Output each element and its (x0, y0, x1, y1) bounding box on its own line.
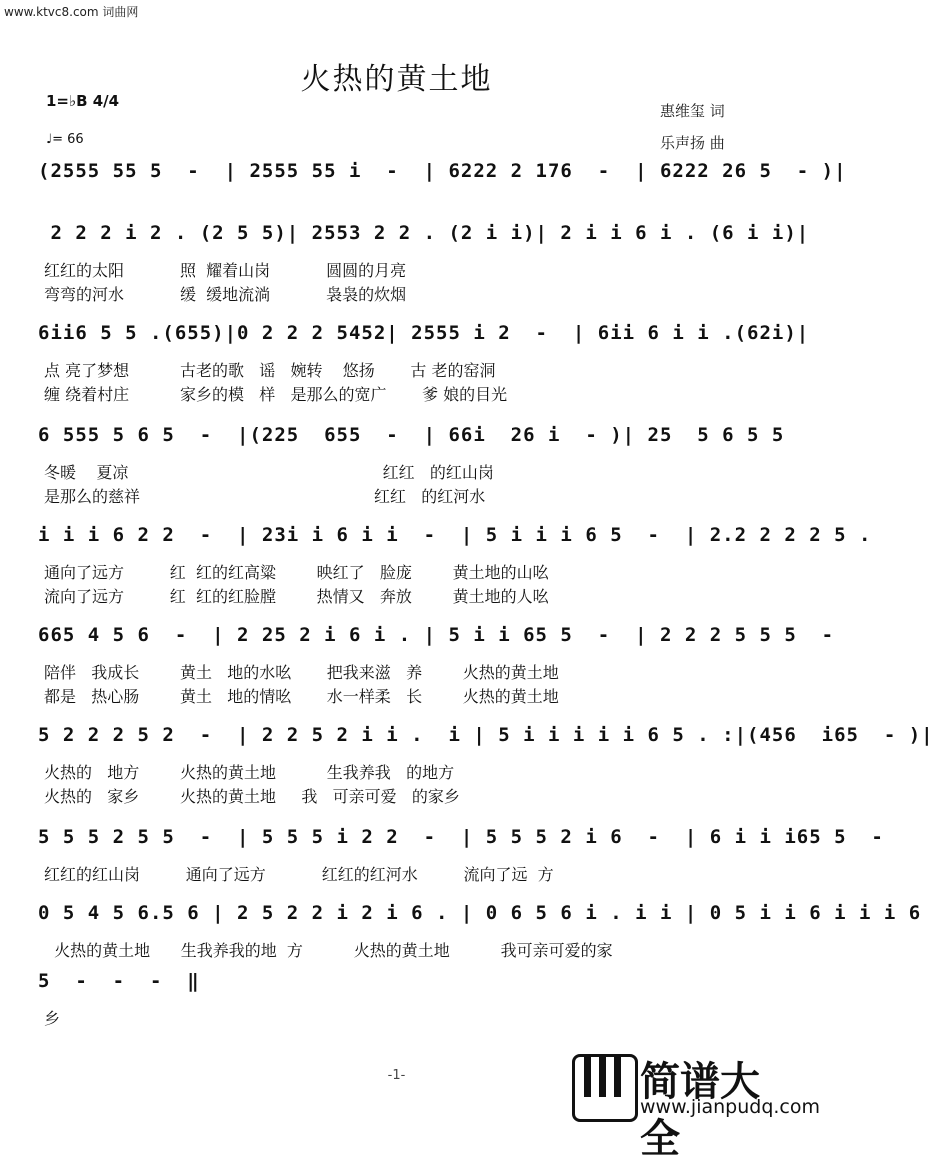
lyric-line-1: 红红的红山岗 通向了远方 红红的红河水 流向了远 方 (44, 865, 554, 884)
notation-row: 5 2 2 2 5 2 - | 2 2 5 2 i i . i | 5 i i i i i 6 5 . :|(456 i65 - )| (38, 724, 934, 746)
lyric-line-1: 点 亮了梦想 古老的歌 谣 婉转 悠扬 古 老的窑洞 (44, 361, 496, 380)
site-watermark: www.ktvc8.com 词曲网 (4, 5, 139, 19)
notation-row: 5 5 5 2 5 5 - | 5 5 5 i 2 2 - | 5 5 5 2 i 6 - | 6 i i i65 5 - (38, 826, 884, 848)
piano-keys-icon (572, 1054, 638, 1122)
lyric-line-1: 乡 (44, 1009, 61, 1028)
lyric-line-2: 火热的 家乡 火热的黄土地 我 可亲可爱 的家乡 (44, 787, 460, 806)
lyric-line-2: 缠 绕着村庄 家乡的模 样 是那么的宽广 爹 娘的目光 (44, 385, 508, 404)
lyric-line-2: 是那么的慈祥 红红 的红河水 (44, 487, 486, 506)
notation-row: i i i 6 2 2 - | 23i i 6 i i - | 5 i i i 6 5 - | 2.2 2 2 2 5 . (38, 524, 872, 546)
notation-row: 6 555 5 6 5 - |(225 655 - | 66i 26 i - )| 25 5 6 5 5 (38, 424, 785, 446)
logo-url: www.jianpudq.com (640, 1096, 820, 1118)
lyric-line-1: 火热的 地方 火热的黄土地 生我养我 的地方 (44, 763, 455, 782)
song-title: 火热的黄土地 (300, 62, 493, 97)
notation-row: 665 4 5 6 - | 2 25 2 i 6 i . | 5 i i 65 5 - | 2 2 2 5 5 5 - (38, 624, 835, 646)
notation-row: 5 - - - ‖ (38, 970, 200, 992)
lyric-line-1: 冬暖 夏凉 红红 的红山岗 (44, 463, 494, 482)
lyric-line-2: 流向了远方 红 红的红脸膛 热情又 奔放 黄土地的人吆 (44, 587, 549, 606)
notation-row: 6ii6 5 5 .(655)|0 2 2 2 5452| 2555 i 2 - | 6ii 6 i i .(62i)| (38, 322, 810, 344)
lyric-line-1: 红红的太阳 照 耀着山岗 圆圆的月亮 (44, 261, 407, 280)
notation-row: 0 5 4 5 6.5 6 | 2 5 2 2 i 2 i 6 . | 0 6 5 6 i . i i | 0 5 i i 6 i i i 6 (38, 902, 922, 924)
lyric-line-1: 通向了远方 红 红的红高粱 映红了 脸庞 黄土地的山吆 (44, 563, 549, 582)
notation-row: 2 2 2 i 2 . (2 5 5)| 2553 2 2 . (2 i i)| 2 i i 6 i . (6 i i)| (38, 222, 810, 244)
lyric-line-1: 火热的黄土地 生我养我的地 方 火热的黄土地 我可亲可爱的家 (44, 941, 613, 960)
notation-row: (2555 55 5 - | 2555 55 i - | 6222 2 176 - | 6222 26 5 - )| (38, 160, 847, 182)
lyric-line-1: 陪伴 我成长 黄土 地的水吆 把我来滋 养 火热的黄土地 (44, 663, 559, 682)
key-signature: 1=♭B 4/4 (46, 92, 120, 110)
composer-credit: 乐声扬 曲 (660, 134, 725, 152)
tempo-marking: ♩= 66 (46, 132, 84, 147)
lyric-line-2: 都是 热心肠 黄土 地的情吆 水一样柔 长 火热的黄土地 (44, 687, 559, 706)
lyric-line-2: 弯弯的河水 缓 缓地流淌 袅袅的炊烟 (44, 285, 407, 304)
page-number: -1- (387, 1068, 406, 1083)
logo-title: 简谱大全 (640, 1059, 760, 1162)
lyricist-credit: 惠维玺 词 (660, 102, 725, 120)
